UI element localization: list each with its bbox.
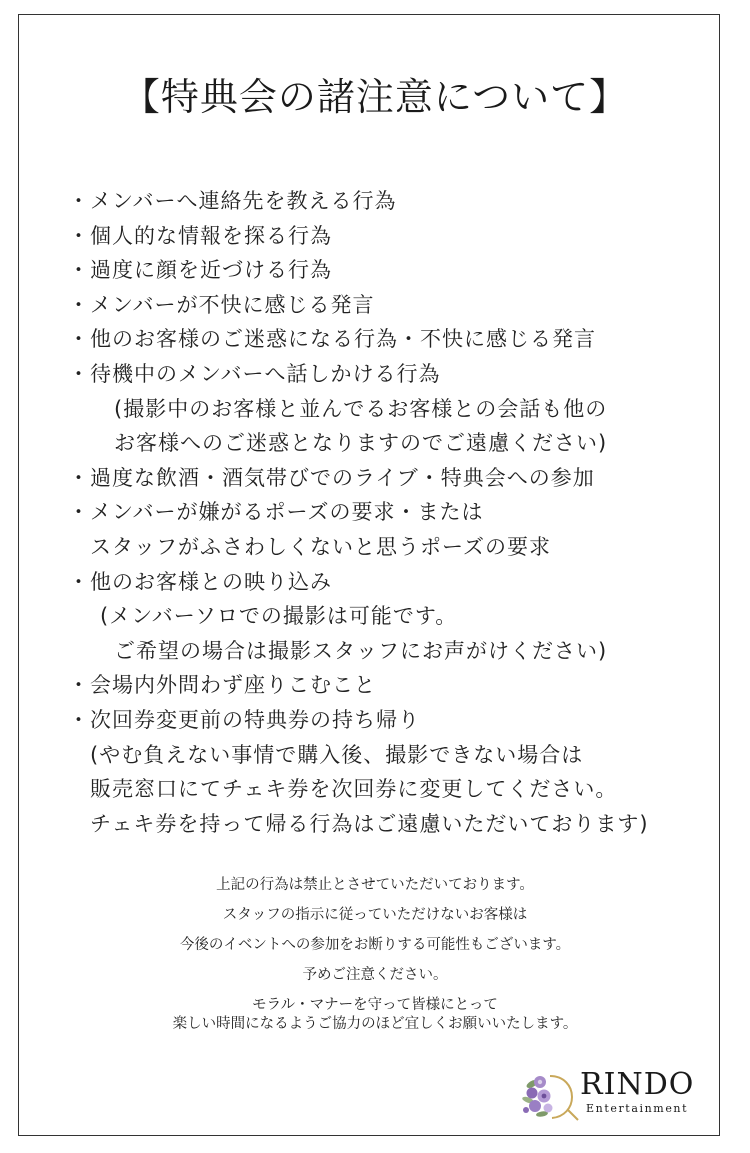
rule-line: ・メンバーが嫌がるポーズの要求・または — [68, 500, 484, 525]
rule-note-line: ご希望の場合は撮影スタッフにお声がけください) — [114, 638, 608, 663]
logo-subtitle: Entertainment — [586, 1102, 689, 1115]
rule-line: ・過度に顔を近づける行為 — [68, 258, 332, 283]
rule-note-line: (撮影中のお客様と並んでるお客様との会話も他の — [114, 396, 608, 421]
rule-line: ・他のお客様のご迷惑になる行為・不快に感じる発言 — [68, 327, 596, 352]
notice-line: スタッフの指示に従っていただけないお客様は — [222, 907, 528, 923]
rule-continuation-line: スタッフがふさわしくないと思うポーズの要求 — [90, 534, 551, 559]
rule-line: ・メンバーへ連絡先を教える行為 — [68, 189, 397, 213]
rule-line: ・会場内外問わず座りこむこと — [68, 673, 376, 698]
rule-line: ・過度な飲酒・酒気帯びでのライブ・特典会への参加 — [68, 465, 595, 490]
logo-wordmark: RINDO — [580, 1067, 695, 1102]
page-title: 【特典会の諸注意について】 — [121, 75, 629, 119]
closing-line: モラル・マナーを守って皆様にとって — [252, 997, 498, 1013]
rule-line: ・他のお客様との映り込み — [68, 569, 332, 594]
rules-list — [68, 184, 708, 841]
rule-note-line: (メンバーソロでの撮影は可能です。 — [100, 604, 458, 629]
rule-line: ・個人的な情報を探る行為 — [68, 223, 332, 248]
rule-note-line: (やむ負えない事情で購入後、撮影できない場合は — [90, 742, 584, 767]
rule-line: ・次回券変更前の特典券の持ち帰り — [68, 707, 420, 732]
closing-message — [0, 996, 750, 1034]
rindo-flower-wreath-icon — [520, 1070, 580, 1122]
closing-line: 楽しい時間になるようご協力のほど宜しくお願いいたします。 — [172, 1016, 578, 1032]
notice-line: 上記の行為は禁止とさせていただいております。 — [216, 877, 534, 893]
prohibition-notice — [0, 870, 750, 990]
notice-line: 予めご注意ください。 — [302, 967, 448, 983]
rule-line: ・メンバーが不快に感じる発言 — [68, 292, 375, 317]
rule-note-line: お客様へのご迷惑となりますのでご遠慮ください) — [114, 431, 608, 456]
rule-note-line: 販売窓口にてチェキ券を次回券に変更してください。 — [90, 777, 618, 802]
rule-note-line: チェキ券を持って帰る行為はご遠慮いただいております) — [90, 811, 649, 836]
rindo-logo — [520, 1066, 710, 1122]
rule-line: ・待機中のメンバーへ話しかける行為 — [68, 361, 441, 386]
notice-line: 今後のイベントへの参加をお断りする可能性もございます。 — [179, 937, 571, 953]
